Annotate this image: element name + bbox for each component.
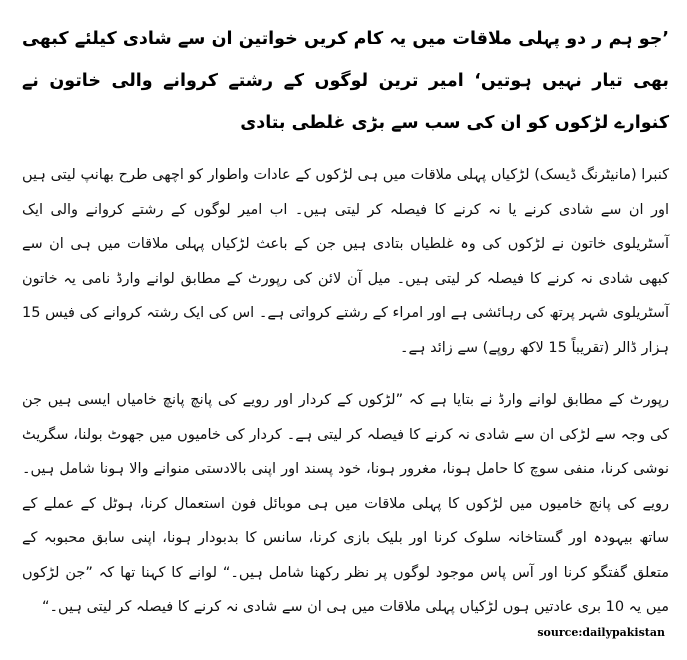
article-headline: ’جو ہم ر دو پہلی ملاقات میں یہ کام کریں خواتین ان سے شادی کیلئے کبھی بھی تیار نہیں ہوتیں‘ امیر ترین لوگوں کے رشتے کروانے والی خاتون نے کنوارے لڑکوں کو ان کی سب سے بڑی غلطی بتادی	[22, 29, 669, 133]
source-credit: source:dailypakistan	[537, 626, 665, 639]
article-paragraph-2: رپورٹ کے مطابق لوانے وارڈ نے بتایا ہے کہ ”لڑکوں کے کردار اور رویے کی پانچ پانچ خامیاں ایسی ہیں جن کی وجہ سے لڑکی ان سے شادی نہ کرنے کا فیصلہ کر لیتی ہے۔ کردار کی خامیوں میں جھوٹ بولنا، سگریٹ نوشی کرنا، منفی سوچ کا حامل ہونا، مغرور ہونا، خود پسند اور اپنی بالادستی منوانے والا ہونا شامل ہیں۔ رویے کی پانچ خامیوں میں لڑکوں کا پہلی ملاقات میں ہی موبائل فون استعمال کرنا، ہوٹل کے عملے کے ساتھ بیہودہ اور گستاخانہ سلوک کرنا اور بلیک بازی کرنا، سانس کا بدبودار ہونا، اپنی سابق محبوبہ کے متعلق گفتگو کرنا اور آس پاس موجود لوگوں پر نظر رکھنا شامل ہیں۔“ لوانے کا کہنا تھا کہ ”جن لڑکوں میں یہ 10 بری عادتیں ہوں لڑکیاں پہلی ملاقات میں ہی ان سے شادی نہ کرنے کا فیصلہ کر لیتی ہیں۔“	[22, 392, 669, 615]
article-paragraph-1: کنبرا (مانیٹرنگ ڈیسک) لڑکیاں پہلی ملاقات میں ہی لڑکوں کے عادات واطوار کو اچھی طرح بھانپ لیتی ہیں اور ان سے شادی کرنے یا نہ کرنے کا فیصلہ کر لیتی ہیں۔ اب امیر لوگوں کے رشتے کروانے والی ایک آسٹریلوی خاتون نے لڑکوں کی وہ غلطیاں بتادی ہیں جن کے باعث لڑکیاں پہلی ملاقات میں ہی ان سے کبھی شادی نہ کرنے کا فیصلہ کر لیتی ہیں۔ میل آن لائن کی رپورٹ کے مطابق لوانے وارڈ نامی یہ خاتون آسٹریلوی شہر پرتھ کی رہائشی ہے اور امراء کے رشتے کرواتی ہے۔ اس کی ایک رشتہ کروانے کی فیس 15 ہزار ڈالر (تقریباً 15 لاکھ روپے) سے زائد ہے۔	[22, 167, 669, 356]
